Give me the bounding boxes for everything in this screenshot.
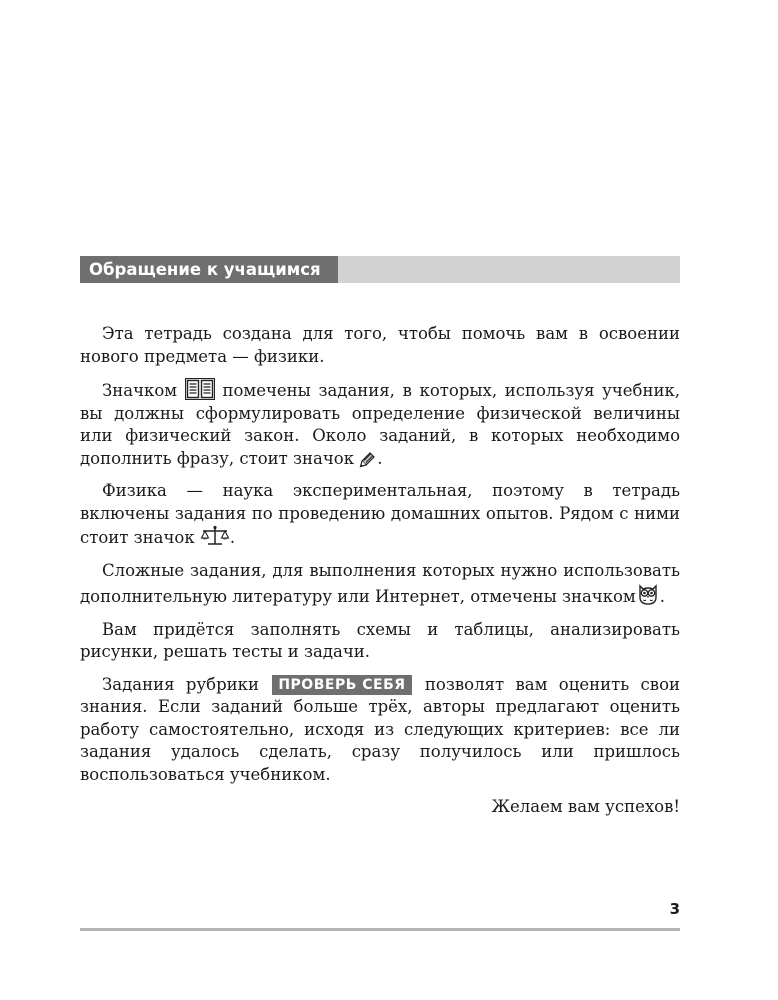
paragraph-text: помечены задания, в которых, используя учебник, вы должны сформулировать определение физической величины или физический закон. Около заданий, в которых необходимо дополнить фразу, стоит значок: [80, 381, 681, 468]
section-heading-bar: [80, 256, 680, 283]
paragraph-text: Физика — наука экспериментальная, поэтому в тетрадь включены задания по проведению домашних опытов. Рядом с ними стоит значок: [80, 481, 680, 547]
paragraph-text: Сложные задания, для выполнения которых нужно использовать дополнительную литературу или Интернет, отмечены значком: [80, 560, 680, 606]
paragraph-tasks: Вам придётся заполнять схемы и таблицы, анализировать рисунки, решать тесты и задачи.: [80, 619, 680, 661]
self-check-badge: ПРОВЕРЬ СЕБЯ: [272, 675, 411, 695]
page-number: 3: [669, 900, 680, 918]
paragraph-advanced: [80, 560, 680, 609]
paragraph-text: позволят вам оценить свои знания. Если заданий больше трёх, авторы предлагают оценить работу самостоятельно, исходя из следующих критериев: все ли задания удалось сделать, сразу получилось или пришлось воспользоваться учебником.: [80, 674, 681, 784]
paragraph-icons: [80, 378, 680, 470]
closing-wish: Желаем вам успехов!: [491, 797, 680, 816]
paragraph-text: .: [659, 587, 666, 606]
paragraph-self-check: [80, 674, 680, 787]
paragraph-text: Задания рубрики: [102, 674, 259, 694]
body-text: [80, 323, 680, 829]
section-heading: Обращение к учащимся: [80, 256, 338, 283]
owl-icon: [636, 582, 660, 606]
footer-rule: [80, 928, 680, 931]
pencil-icon: [359, 450, 377, 468]
paragraph-experiments: [80, 480, 680, 550]
paragraph-text: .: [377, 448, 383, 468]
open-book-icon: [185, 378, 215, 400]
paragraph-intro: Эта тетрадь создана для того, чтобы помочь вам в освоении нового предмета — физики.: [80, 324, 680, 366]
paragraph-text: Значком: [102, 381, 178, 400]
balance-scale-icon: [200, 525, 230, 547]
paragraph-text: .: [229, 528, 236, 547]
